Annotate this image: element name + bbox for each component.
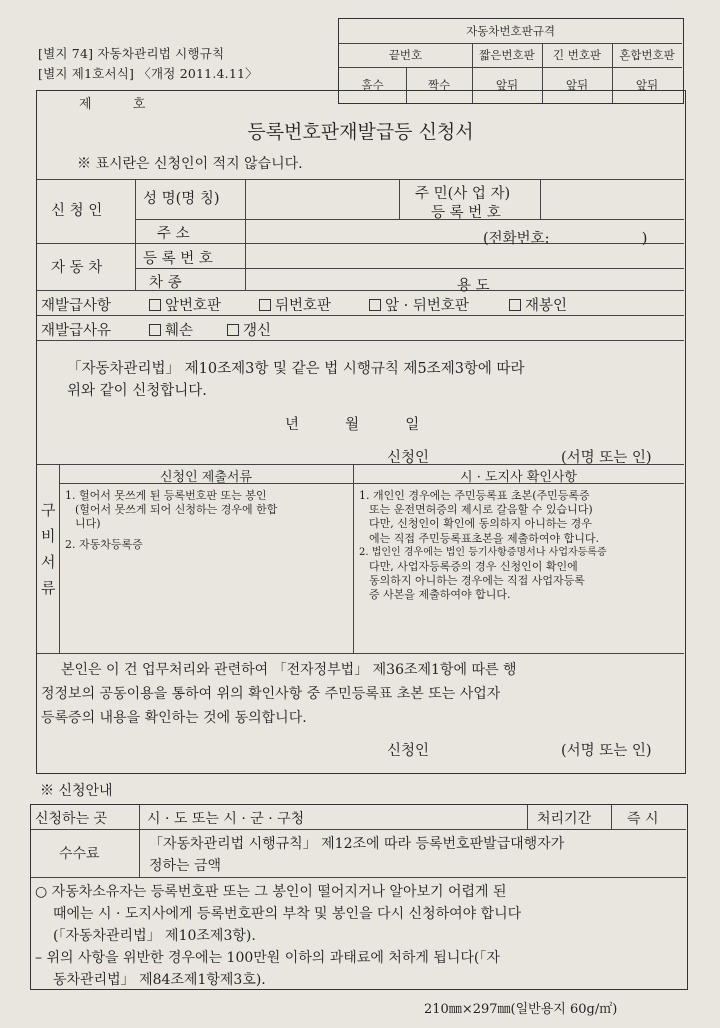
sign-hint-2: (서명 또는 인) [561, 743, 652, 759]
group-short-plate: 짧은번호판 [479, 48, 535, 62]
form-note: ※ 표시란은 신청인이 적지 않습니다. [77, 156, 303, 172]
paper-size: 210㎜×297㎜(일반용지 60g/㎡) [424, 1002, 618, 1017]
statement-line-1: 「자동차관리법」 제10조제3항 및 같은 법 시행규칙 제5조제3항에 따라 [67, 361, 525, 377]
confirm-docs-header: 시 · 도지사 확인사항 [460, 470, 577, 485]
vehicle-section: 자 동 차 [51, 260, 103, 276]
checkbox[interactable] [259, 299, 271, 311]
place-value: 시 · 도 또는 시 · 군 · 구청 [147, 811, 305, 827]
form-law-ref: [별지 74] 자동차관리법 시행규칙 [38, 46, 225, 61]
option-front-plate[interactable]: 앞번호판 [149, 294, 221, 315]
plate-spec-title: 자동차번호판규격 [466, 24, 555, 38]
statement-line-2: 위와 같이 신청합니다. [67, 383, 207, 399]
option-renewal[interactable]: 갱신 [227, 319, 271, 340]
checkbox[interactable] [369, 299, 381, 311]
guide-notes: ○ 자동차소유자는 등록번호판 또는 그 봉인이 떨어지거나 알아보기 어렵게 된 때에는 시 · 도지사에게 등록번호판의 부착 및 봉인을 다시 신청하여야 합니다 (「자동차관리법」 제10조제3항). – 위의 사항을 위반한 경우에는 100만원 이하의 과태료에 처하게 됩니다(「자 동차관리법」 제84조제1항제3호). [35, 884, 522, 988]
period-label: 처리기간 [537, 811, 592, 827]
consent-line-2: 정정보의 공동이용을 통하여 위의 확인사항 중 주민등록표 초본 또는 사업자 [41, 686, 501, 702]
submit-docs-list: 1. 헐어서 못쓰게 된 등록번호판 또는 봉인 (헐어서 못쓰게 되어 신청하는 경우에 한합 니다) 2. 자동차등록증 [65, 489, 278, 551]
group-long-plate: 긴 번호판 [552, 48, 602, 62]
option-damaged[interactable]: 훼손 [149, 319, 193, 340]
guide-heading: ※ 신청안내 [40, 783, 113, 799]
checkbox[interactable] [149, 324, 161, 336]
sign-hint: (서명 또는 인) [561, 450, 652, 466]
phone-label: (전화번호: ) [483, 231, 648, 247]
place-label: 신청하는 곳 [35, 811, 108, 827]
form-revision: [별지 제1호서식] 〈개정 2011.4.11〉 [38, 66, 258, 81]
date-line: 년 월 일 [285, 417, 420, 433]
id-label-2: 등 록 번 호 [431, 205, 501, 221]
documents-side-label: 구 비 서 류 [41, 501, 56, 597]
group-mixed-plate: 혼합번호판 [619, 48, 675, 62]
name-label: 성 명(명 칭) [143, 191, 220, 207]
sub-long-front-back: 앞뒤 [565, 78, 589, 92]
consent-line-3: 등록증의 내용을 확인하는 것에 동의합니다. [41, 710, 307, 726]
sub-odd: 홀수 [361, 78, 384, 92]
option-reseal[interactable]: 재봉인 [509, 294, 567, 315]
consent-line-1: 본인은 이 건 업무처리와 관련하여 「전자정부법」 제36조제1항에 따른 행 [61, 662, 517, 678]
form-title: 등록번호판재발급등 신청서 [247, 121, 474, 143]
signer-label-2: 신청인 [387, 743, 430, 759]
fee-line-2: 정하는 금액 [149, 858, 222, 874]
sub-mixed-front-back: 앞뒤 [635, 78, 659, 92]
applicant-section: 신 청 인 [51, 203, 103, 219]
vehicle-use-label: 용 도 [457, 278, 490, 294]
sub-even: 짝수 [427, 78, 451, 92]
fee-label: 수수료 [59, 846, 100, 862]
confirm-docs-list: 1. 개인인 경우에는 주민등록표 초본(주민등록증 또는 운전면허증의 제시로 갈음할 수 있습니다) 다만, 신청인이 확인에 동의하지 아니하는 경우 에는 직접 주민등록표초본을 제출하여야 합니다. 2. 법인인 경우에는 법인 등기사항증명서나 사업자등록증 다만, 사업자등록증의 경우 신청인이 확인에 동의하지 아니하는 경우에는 직접 사업자등록 증 사본을 제출하여야 합니다. [359, 489, 607, 602]
period-value: 즉 시 [627, 811, 659, 827]
form-number: 제 호 [79, 97, 146, 112]
checkbox[interactable] [227, 324, 239, 336]
reissue-reasons-label: 재발급사유 [41, 323, 112, 339]
submit-docs-header: 신청인 제출서류 [159, 470, 253, 485]
reg-no-label: 등 록 번 호 [143, 251, 213, 267]
sub-short-front-back: 앞뒤 [495, 78, 519, 92]
checkbox[interactable] [149, 299, 161, 311]
address-label: 주 소 [157, 226, 190, 242]
checkbox[interactable] [509, 299, 521, 311]
signer-label: 신청인 [387, 450, 430, 466]
option-front-rear-plate[interactable]: 앞 · 뒤번호판 [369, 294, 469, 315]
fee-line-1: 「자동차관리법 시행규칙」 제12조에 따라 등록번호판발급대행자가 [149, 836, 565, 852]
option-rear-plate[interactable]: 뒤번호판 [259, 294, 331, 315]
id-label-1: 주 민(사 업 자) [415, 186, 511, 202]
application-form [36, 90, 686, 774]
reissue-items-label: 재발급사항 [41, 298, 112, 314]
group-end-number: 끝번호 [388, 48, 423, 62]
guide-table [30, 804, 688, 990]
vehicle-type-label: 차 종 [149, 275, 182, 291]
